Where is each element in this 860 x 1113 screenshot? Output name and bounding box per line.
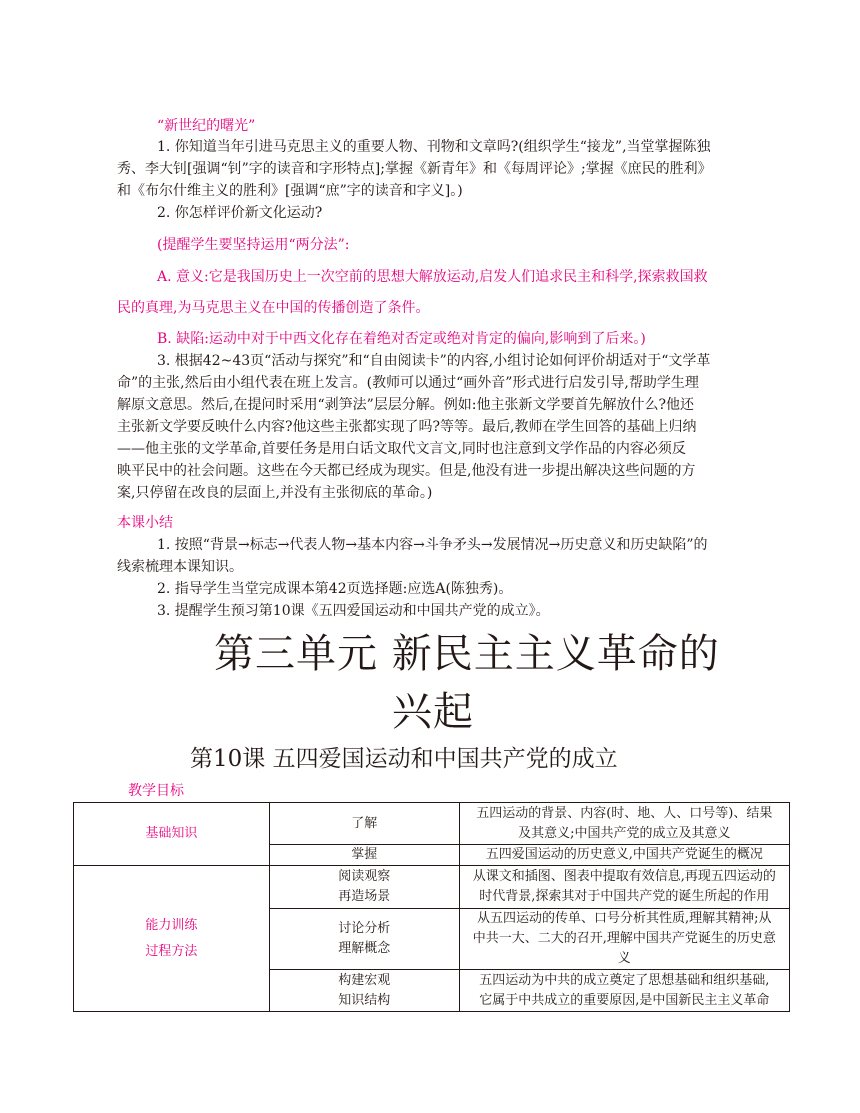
content-line: 时代背景,探索其对于中国共产党的诞生所起的作用 [479, 889, 770, 904]
point-a-line-2: 民的真理,为马克思主义在中国的传播创造了条件。 [117, 300, 430, 316]
level-cell [269, 909, 459, 970]
question-3-line-6: 映平民中的社会问题。这些在今天都已经成为现实。但是,他没有进一步提出解决这些问题的方 [117, 463, 696, 479]
category-line: 过程方法 [145, 943, 198, 959]
unit-heading-line-2: 兴起 [392, 689, 474, 735]
category-line: 能力训练 [145, 917, 198, 933]
content-line: 及其意义;中国共产党的成立及其意义 [518, 825, 731, 841]
level-line: 理解概念 [338, 941, 391, 956]
summary-item-1-line-1: 1. 按照“背景→标志→代表人物→基本内容→斗争矛头→发展情况→历史意义和历史缺陷”的 [157, 537, 708, 553]
level-cell [269, 970, 459, 1012]
question-3-line-4: 主张新文学要反映什么内容?他这些主张都实现了吗?等等。最后,教师在学生回答的基础上归纳 [117, 419, 697, 435]
content-line: 它属于中共成立的重要原因,是中国新民主主义革命 [479, 992, 770, 1008]
hint-line: (提醒学生要坚持运用“两分法”: [157, 237, 350, 253]
unit-heading-line-1: 第三单元 新民主主义革命的 [214, 631, 720, 677]
question-2: 2. 你怎样评价新文化运动? [157, 205, 323, 221]
objectives-label: 教学目标 [128, 783, 184, 799]
level-line: 再造场景 [338, 889, 391, 904]
table-row [74, 866, 790, 909]
level-line: 知识结构 [338, 992, 391, 1008]
category-ability-process [74, 866, 270, 1012]
question-1-line-3: 和《布尔什维主义的胜利》[强调“庶”字的读音和字义]。) [117, 183, 463, 199]
content-cell [459, 866, 789, 909]
level-cell: 掌握 [269, 845, 459, 866]
level-cell: 了解 [269, 803, 459, 845]
point-b: B. 缺陷:运动中对于中西文化存在着绝对否定或绝对肯定的偏向,影响到了后来。) [157, 331, 646, 347]
table-row [74, 803, 790, 845]
level-line: 构建宏观 [338, 972, 391, 988]
content-line: 五四运动为中共的成立奠定了思想基础和组织基础, [479, 972, 770, 988]
question-3-line-2: 命”的主张,然后由小组代表在班上发言。(教师可以通过“画外音”形式进行启发引导,帮助学生理 [117, 375, 699, 391]
question-3-line-3: 解原文意思。然后,在提问时采用“剥笋法”层层分解。例如:他主张新文学要首先解放什么?他还 [117, 397, 694, 413]
content-line: 五四运动的背景、内容(时、地、人、口号等)、结果 [476, 805, 773, 821]
question-3-line-7: 案,只停留在改良的层面上,并没有主张彻底的革命。) [117, 485, 433, 501]
content-line: 从五四运动的传单、口号分析其性质,理解其精神;从 [477, 911, 772, 926]
content-cell [459, 909, 789, 970]
lesson-title: 第10课 五四爱国运动和中国共产党的成立 [190, 746, 618, 772]
summary-title: 本课小结 [117, 515, 173, 531]
question-3-line-1: 3. 根据42~43页“活动与探究”和“自由阅读卡”的内容,小组讨论如何评价胡适对于“文学革 [157, 353, 711, 369]
content-cell: 五四爱国运动的历史意义,中国共产党诞生的概况 [459, 845, 789, 866]
content-line: 中共一大、二大的召开,理解中国共产党诞生的历史意 [472, 931, 776, 946]
level-line: 阅读观察 [338, 869, 391, 884]
point-a-line-1: A. 意义:它是我国历史上一次空前的思想大解放运动,启发人们追求民主和科学,探索救国救 [157, 269, 708, 285]
category-basic-knowledge: 基础知识 [74, 803, 270, 866]
content-cell [459, 970, 789, 1012]
section-title: “新世纪的曙光” [157, 118, 256, 134]
level-line: 讨论分析 [338, 921, 391, 936]
question-1-line-2: 秀、李大钊[强调“钊”字的读音和字形特点];掌握《新青年》和《每周评论》;掌握《庶民的胜利》 [117, 161, 712, 177]
content-line: 从课文和插图、图表中提取有效信息,再现五四运动的 [472, 869, 776, 884]
content-cell [459, 803, 789, 845]
question-1-line-1: 1. 你知道当年引进马克思主义的重要人物、刊物和文章吗?(组织学生“接龙”,当堂掌握陈独 [157, 139, 711, 155]
content-line: 义 [617, 951, 631, 966]
summary-item-1-line-2: 线索梳理本课知识。 [117, 559, 243, 575]
objectives-table [73, 802, 790, 1012]
question-3-line-5: ——他主张的文学革命,首要任务是用白话文取代文言文,同时也注意到文学作品的内容必须反 [117, 441, 686, 457]
summary-item-3: 3. 提醒学生预习第10课《五四爱国运动和中国共产党的成立》。 [157, 603, 550, 619]
level-cell [269, 866, 459, 909]
summary-item-2: 2. 指导学生当堂完成课本第42页选择题:应选A(陈独秀)。 [157, 581, 513, 597]
